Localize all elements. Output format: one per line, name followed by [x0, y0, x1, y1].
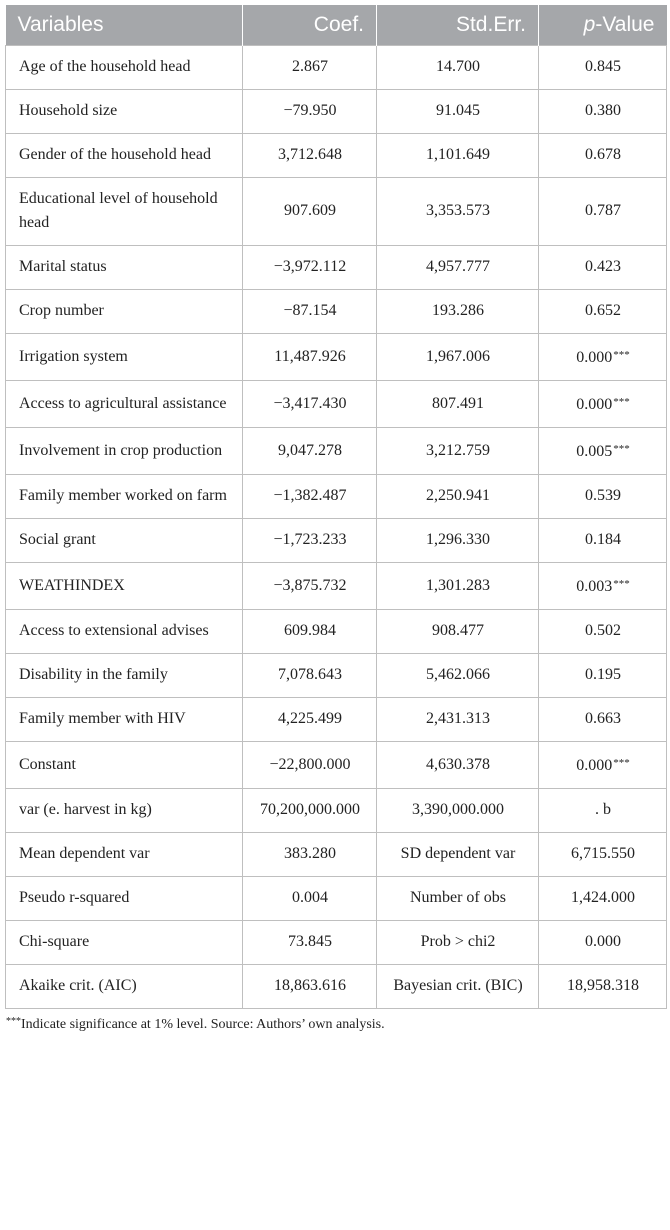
variable-name-cell: Involvement in crop production [6, 428, 243, 475]
p-value-cell [539, 563, 667, 610]
table-row [6, 134, 667, 178]
variable-name-cell: Disability in the family [6, 654, 243, 698]
coef-cell: 9,047.278 [243, 428, 377, 475]
std-err-cell: 807.491 [377, 381, 539, 428]
p-value-cell [539, 654, 667, 698]
table-header [6, 5, 667, 46]
table-row [6, 46, 667, 90]
std-err-cell: 91.045 [377, 90, 539, 134]
regression-results-table [5, 5, 667, 1009]
table-row [6, 563, 667, 610]
p-value-text: 0.195 [585, 666, 621, 683]
stat-label-cell: SD dependent var [377, 833, 539, 877]
std-err-cell: 3,212.759 [377, 428, 539, 475]
table-footnote [5, 1016, 666, 1033]
variable-name-cell: Crop number [6, 290, 243, 334]
p-value-cell [539, 475, 667, 519]
table-row [6, 381, 667, 428]
stat-label-cell: Pseudo r-squared [6, 877, 243, 921]
variable-name-cell: Family member with HIV [6, 698, 243, 742]
coef-cell: −22,800.000 [243, 742, 377, 789]
std-err-cell: 193.286 [377, 290, 539, 334]
coef-cell: 4,225.499 [243, 698, 377, 742]
table-row [6, 90, 667, 134]
table-row [6, 789, 667, 833]
variable-name-cell: Constant [6, 742, 243, 789]
coef-cell: 11,487.926 [243, 334, 377, 381]
p-value-text: 0.678 [585, 146, 621, 163]
footnote-text: Indicate significance at 1% level. Source: Authors’ own analysis. [21, 1017, 385, 1032]
stat-label-cell: Prob > chi2 [377, 921, 539, 965]
variable-name-cell: Social grant [6, 519, 243, 563]
stat-label-cell: Bayesian crit. (BIC) [377, 965, 539, 1009]
stat-value-cell: 383.280 [243, 833, 377, 877]
coef-cell: −3,417.430 [243, 381, 377, 428]
header-p-rest: -Value [595, 13, 655, 36]
significance-stars: *** [613, 349, 630, 361]
std-err-cell: 1,301.283 [377, 563, 539, 610]
p-value-cell [539, 428, 667, 475]
coef-cell: 2.867 [243, 46, 377, 90]
p-value-cell [539, 610, 667, 654]
table-row [6, 654, 667, 698]
table-row [6, 698, 667, 742]
variable-name-cell: Irrigation system [6, 334, 243, 381]
variable-name-cell: Household size [6, 90, 243, 134]
p-value-text: 0.000 [576, 757, 613, 774]
table-row [6, 475, 667, 519]
table-row [6, 610, 667, 654]
coef-cell: 3,712.648 [243, 134, 377, 178]
coef-cell: −3,875.732 [243, 563, 377, 610]
variable-name-cell: WEATHINDEX [6, 563, 243, 610]
coef-cell: −1,382.487 [243, 475, 377, 519]
p-value-text: 0.539 [585, 487, 621, 504]
table-row [6, 246, 667, 290]
stat-label-cell: Chi-square [6, 921, 243, 965]
variable-name-cell: Educational level of household head [6, 178, 243, 246]
table-row [6, 178, 667, 246]
stat-value-cell: 73.845 [243, 921, 377, 965]
p-value-cell [539, 90, 667, 134]
p-value-cell [539, 178, 667, 246]
coef-cell: −1,723.233 [243, 519, 377, 563]
significance-stars: *** [613, 578, 630, 590]
std-err-cell: 908.477 [377, 610, 539, 654]
std-err-cell: 1,967.006 [377, 334, 539, 381]
p-value-text: . b [595, 801, 611, 818]
stat-value-cell: 0.000 [539, 921, 667, 965]
std-err-cell: 4,957.777 [377, 246, 539, 290]
p-value-text: 0.380 [585, 102, 621, 119]
table-row [6, 334, 667, 381]
std-err-cell: 14.700 [377, 46, 539, 90]
coef-cell: 70,200,000.000 [243, 789, 377, 833]
coef-cell: 609.984 [243, 610, 377, 654]
stat-label-cell: Number of obs [377, 877, 539, 921]
std-err-cell: 3,390,000.000 [377, 789, 539, 833]
coef-cell: 7,078.643 [243, 654, 377, 698]
stat-value-cell: 18,863.616 [243, 965, 377, 1009]
stat-value-cell: 18,958.318 [539, 965, 667, 1009]
header-std-err: Std.Err. [377, 5, 539, 46]
stats-row [6, 965, 667, 1009]
p-value-cell [539, 334, 667, 381]
stat-label-cell: Akaike crit. (AIC) [6, 965, 243, 1009]
table-row [6, 428, 667, 475]
footnote-marker: *** [6, 1016, 21, 1027]
stats-row [6, 877, 667, 921]
significance-stars: *** [613, 396, 630, 408]
p-value-text: 0.423 [585, 258, 621, 275]
std-err-cell: 1,101.649 [377, 134, 539, 178]
p-value-text: 0.502 [585, 622, 621, 639]
p-value-cell [539, 246, 667, 290]
regression-table-container [5, 5, 666, 1033]
stat-value-cell: 0.004 [243, 877, 377, 921]
stats-row [6, 921, 667, 965]
p-value-cell [539, 46, 667, 90]
p-value-cell [539, 742, 667, 789]
stat-value-cell: 1,424.000 [539, 877, 667, 921]
variable-name-cell: Access to agricultural assistance [6, 381, 243, 428]
variable-name-cell: Age of the household head [6, 46, 243, 90]
header-row [6, 5, 667, 46]
significance-stars: *** [613, 757, 630, 769]
p-value-text: 0.000 [576, 349, 613, 366]
stats-row [6, 833, 667, 877]
p-value-text: 0.003 [576, 578, 613, 595]
p-value-text: 0.652 [585, 302, 621, 319]
std-err-cell: 2,431.313 [377, 698, 539, 742]
p-value-cell [539, 134, 667, 178]
p-value-text: 0.005 [576, 443, 613, 460]
p-value-cell [539, 789, 667, 833]
p-value-cell [539, 698, 667, 742]
header-p-italic: p [583, 13, 596, 36]
variable-name-cell: Marital status [6, 246, 243, 290]
significance-stars: *** [613, 443, 630, 455]
coef-cell: −79.950 [243, 90, 377, 134]
p-value-text: 0.663 [585, 710, 621, 727]
std-err-cell: 3,353.573 [377, 178, 539, 246]
std-err-cell: 4,630.378 [377, 742, 539, 789]
header-p-value [539, 5, 667, 46]
header-coef: Coef. [243, 5, 377, 46]
header-variables: Variables [6, 5, 243, 46]
table-row [6, 519, 667, 563]
std-err-cell: 1,296.330 [377, 519, 539, 563]
table-body [6, 46, 667, 1009]
std-err-cell: 2,250.941 [377, 475, 539, 519]
table-row [6, 742, 667, 789]
p-value-cell [539, 290, 667, 334]
variable-name-cell: Family member worked on farm [6, 475, 243, 519]
coef-cell: −3,972.112 [243, 246, 377, 290]
variable-name-cell: Gender of the household head [6, 134, 243, 178]
p-value-cell [539, 519, 667, 563]
variable-name-cell: Access to extensional advises [6, 610, 243, 654]
variable-name-cell: var (e. harvest in kg) [6, 789, 243, 833]
std-err-cell: 5,462.066 [377, 654, 539, 698]
stat-value-cell: 6,715.550 [539, 833, 667, 877]
p-value-text: 0.000 [576, 396, 613, 413]
table-row [6, 290, 667, 334]
stat-label-cell: Mean dependent var [6, 833, 243, 877]
coef-cell: 907.609 [243, 178, 377, 246]
p-value-cell [539, 381, 667, 428]
p-value-text: 0.845 [585, 58, 621, 75]
p-value-text: 0.184 [585, 531, 621, 548]
p-value-text: 0.787 [585, 202, 621, 219]
coef-cell: −87.154 [243, 290, 377, 334]
